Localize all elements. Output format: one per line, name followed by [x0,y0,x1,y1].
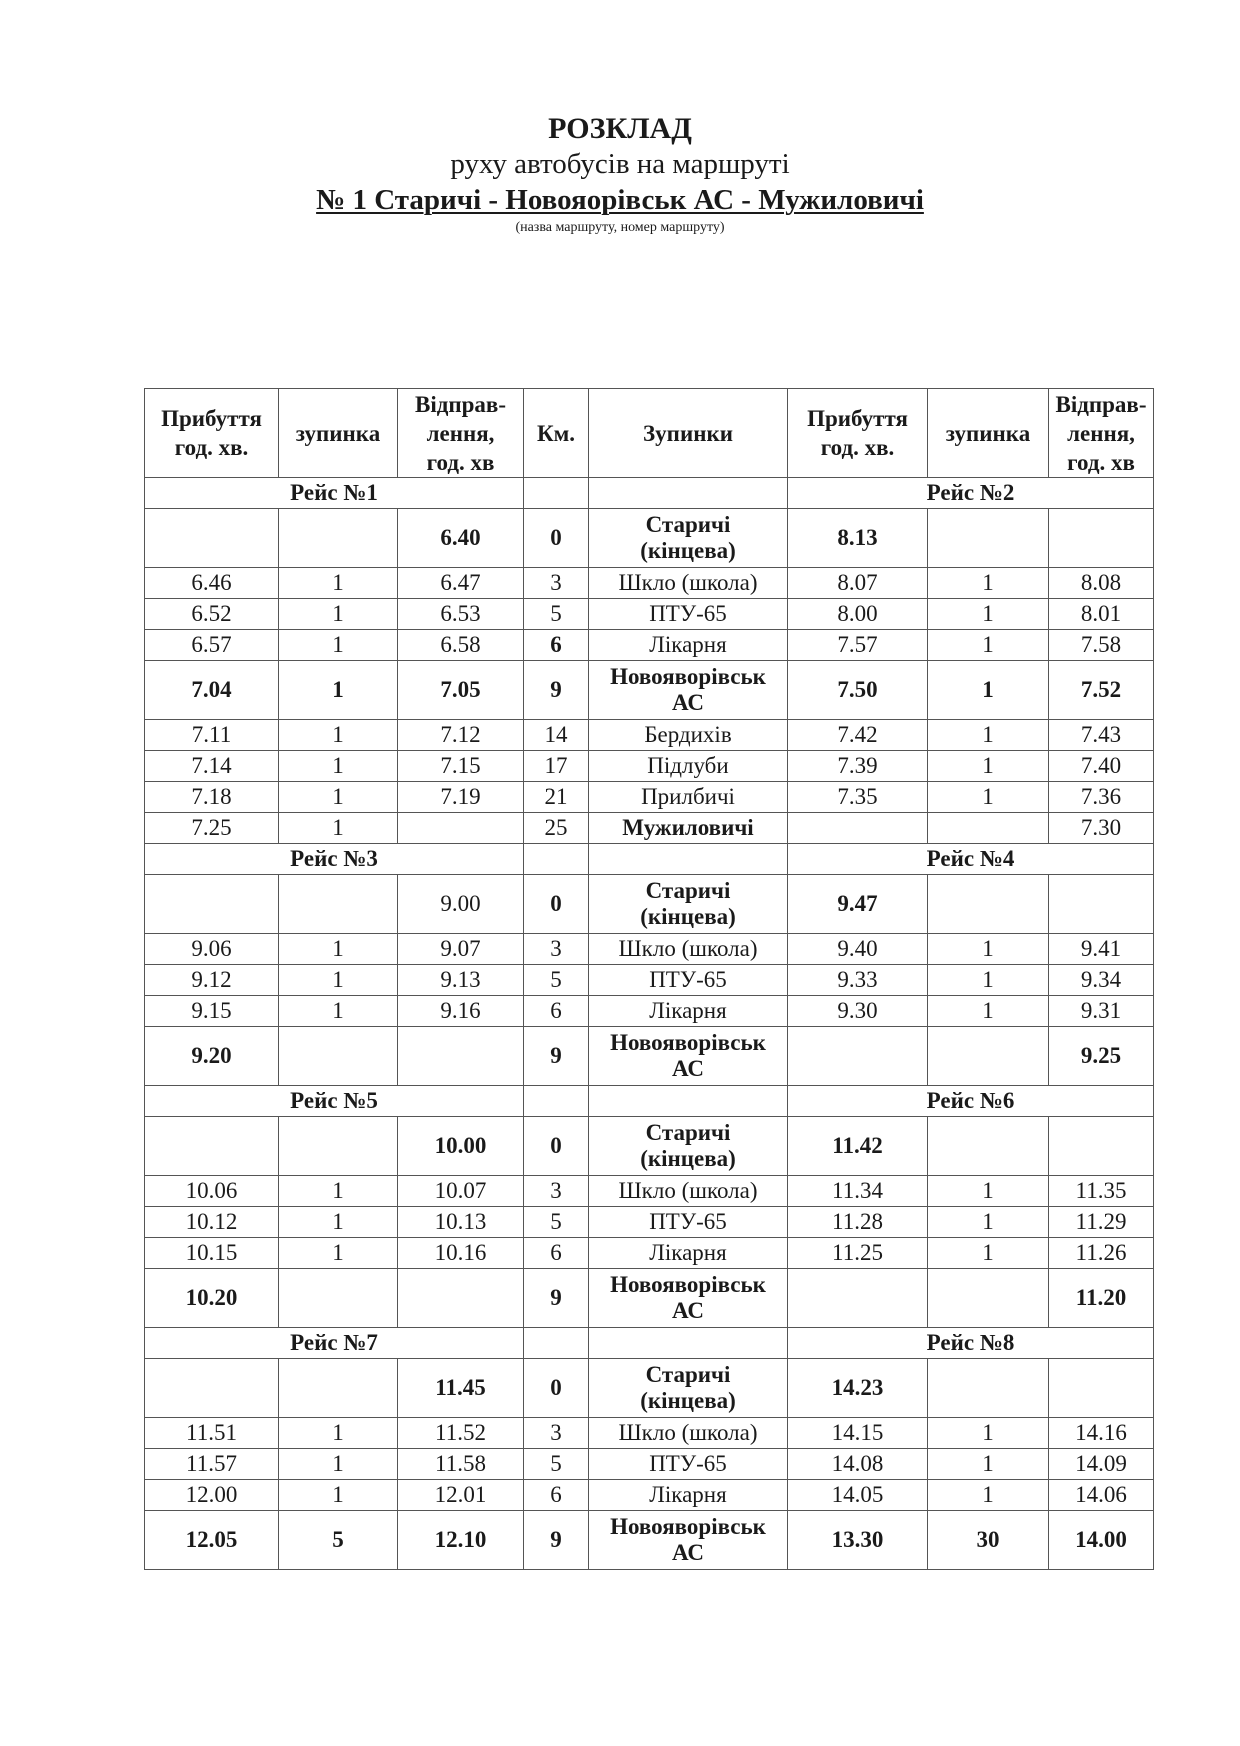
document-subtitle: руху автобусів на маршруті [450,148,790,180]
stop-name-line: Новояворівськ [610,664,766,689]
stop-name-line: Новояворівськ [610,1514,766,1539]
arrival-left-cell: 6.57 [145,630,279,661]
trip-label-left: Рейс №1 [145,478,524,509]
km-cell: 6 [524,630,589,661]
table-row [145,661,1154,720]
arrival-left-cell: 7.14 [145,751,279,782]
stop-name-line: (кінцева) [640,1146,736,1171]
stop-name-line: Шкло (школа) [618,1178,758,1203]
stop-right-cell [928,1269,1049,1328]
arrival-left-cell: 10.06 [145,1176,279,1207]
stop-right-cell [928,1359,1049,1418]
table-row [145,1480,1154,1511]
departure-left-cell: 7.05 [398,661,524,720]
trip-label-right: Рейс №6 [788,1086,1154,1117]
departure-left-cell [398,1269,524,1328]
arrival-right-cell: 11.28 [788,1207,928,1238]
stop-left-cell: 1 [279,782,398,813]
stop-name-cell [589,1480,788,1511]
stop-right-cell: 1 [928,568,1049,599]
departure-left-cell: 6.47 [398,568,524,599]
document-title: РОЗКЛАД [548,112,692,145]
stop-name-cell [589,1207,788,1238]
col-header-stop-right: зупинка [928,389,1049,478]
table-row [145,1176,1154,1207]
empty-cell [589,1086,788,1117]
departure-left-cell [398,1027,524,1086]
km-cell: 0 [524,1117,589,1176]
km-cell: 5 [524,1207,589,1238]
arrival-right-cell: 7.42 [788,720,928,751]
trip-label-right: Рейс №4 [788,844,1154,875]
km-cell: 6 [524,1480,589,1511]
departure-left-cell: 10.13 [398,1207,524,1238]
departure-left-cell: 7.15 [398,751,524,782]
km-cell: 0 [524,875,589,934]
arrival-left-cell: 10.20 [145,1269,279,1328]
arrival-right-cell: 14.08 [788,1449,928,1480]
table-row [145,599,1154,630]
empty-cell [589,478,788,509]
departure-right-cell: 9.31 [1049,996,1154,1027]
departure-right-cell: 7.30 [1049,813,1154,844]
empty-cell [589,1328,788,1359]
arrival-left-cell: 11.51 [145,1418,279,1449]
stop-name-cell [589,965,788,996]
stop-right-cell: 1 [928,661,1049,720]
km-cell: 9 [524,661,589,720]
arrival-left-cell [145,1359,279,1418]
stop-right-cell: 1 [928,599,1049,630]
col-header-departure-left: Відправ- лення, год. хв [398,389,524,478]
arrival-left-cell: 12.00 [145,1480,279,1511]
stop-name-cell [589,1238,788,1269]
km-cell: 25 [524,813,589,844]
departure-left-cell: 7.12 [398,720,524,751]
table-row [145,751,1154,782]
stop-name-cell [589,1511,788,1570]
stop-name-cell [589,1176,788,1207]
departure-right-cell: 7.52 [1049,661,1154,720]
stop-left-cell: 1 [279,1176,398,1207]
col-header-departure-right: Відправ- лення, год. хв [1049,389,1154,478]
stop-left-cell [279,509,398,568]
arrival-left-cell: 10.15 [145,1238,279,1269]
header-row [145,389,1154,478]
departure-right-cell: 9.41 [1049,934,1154,965]
stop-name-cell [589,1418,788,1449]
col-header-stops: Зупинки [589,389,788,478]
departure-left-cell: 10.00 [398,1117,524,1176]
stop-name-cell [589,568,788,599]
trip-header-row [145,1086,1154,1117]
km-cell: 9 [524,1027,589,1086]
arrival-right-cell: 11.25 [788,1238,928,1269]
stop-name-line: ПТУ-65 [649,1209,727,1234]
trip-header-row [145,1328,1154,1359]
arrival-right-cell: 7.39 [788,751,928,782]
stop-name-line: Лікарня [649,998,727,1023]
arrival-right-cell [788,1027,928,1086]
arrival-left-cell: 7.11 [145,720,279,751]
departure-left-cell: 10.16 [398,1238,524,1269]
stop-left-cell: 1 [279,630,398,661]
arrival-right-cell: 9.30 [788,996,928,1027]
stop-name-cell [589,720,788,751]
stop-name-line: Лікарня [649,1240,727,1265]
stop-name-cell [589,934,788,965]
trip-label-left: Рейс №5 [145,1086,524,1117]
departure-right-cell: 7.40 [1049,751,1154,782]
departure-right-cell: 9.25 [1049,1027,1154,1086]
departure-left-cell: 7.19 [398,782,524,813]
stop-name-line: (кінцева) [640,538,736,563]
stop-name-line: (кінцева) [640,904,736,929]
stop-left-cell [279,1269,398,1328]
departure-right-cell: 14.09 [1049,1449,1154,1480]
stop-name-cell [589,1117,788,1176]
table-row [145,720,1154,751]
stop-right-cell: 1 [928,1207,1049,1238]
stop-name-line: Старичі [645,878,731,903]
km-cell: 5 [524,1449,589,1480]
table-row [145,1238,1154,1269]
table-row [145,1207,1154,1238]
stop-right-cell: 1 [928,996,1049,1027]
departure-left-cell: 9.16 [398,996,524,1027]
stop-left-cell: 1 [279,1207,398,1238]
arrival-right-cell: 9.40 [788,934,928,965]
stop-right-cell: 1 [928,965,1049,996]
arrival-left-cell: 9.15 [145,996,279,1027]
stop-name-cell [589,1269,788,1328]
col-header-km: Км. [524,389,589,478]
arrival-right-cell: 8.13 [788,509,928,568]
departure-right-cell: 14.06 [1049,1480,1154,1511]
departure-right-cell [1049,1117,1154,1176]
departure-left-cell: 11.45 [398,1359,524,1418]
stop-left-cell [279,1027,398,1086]
departure-left-cell: 11.58 [398,1449,524,1480]
km-cell: 0 [524,509,589,568]
stop-right-cell: 1 [928,1480,1049,1511]
stop-name-cell [589,599,788,630]
stop-right-cell: 1 [928,1238,1049,1269]
stop-name-line: Лікарня [649,632,727,657]
stop-right-cell [928,813,1049,844]
departure-right-cell: 14.16 [1049,1418,1154,1449]
arrival-left-cell: 9.06 [145,934,279,965]
stop-right-cell: 1 [928,1449,1049,1480]
col-header-arrival-right: Прибуття год. хв. [788,389,928,478]
arrival-right-cell: 7.50 [788,661,928,720]
departure-left-cell: 6.58 [398,630,524,661]
departure-right-cell: 8.08 [1049,568,1154,599]
stop-name-line: ПТУ-65 [649,601,727,626]
arrival-right-cell [788,1269,928,1328]
departure-right-cell: 7.43 [1049,720,1154,751]
departure-left-cell: 12.10 [398,1511,524,1570]
table-row [145,934,1154,965]
col-header-arrival-left: Прибуття год. хв. [145,389,279,478]
departure-left-cell: 6.53 [398,599,524,630]
stop-name-cell [589,509,788,568]
departure-left-cell [398,813,524,844]
table-row [145,568,1154,599]
arrival-left-cell: 6.46 [145,568,279,599]
stop-left-cell: 1 [279,965,398,996]
stop-left-cell [279,1117,398,1176]
empty-cell [524,1328,589,1359]
stop-name-line: Бердихів [644,722,732,747]
departure-right-cell [1049,509,1154,568]
arrival-left-cell: 12.05 [145,1511,279,1570]
empty-cell [524,1086,589,1117]
departure-right-cell: 11.29 [1049,1207,1154,1238]
arrival-left-cell: 7.25 [145,813,279,844]
stop-left-cell: 1 [279,568,398,599]
stop-left-cell: 1 [279,599,398,630]
departure-right-cell: 11.35 [1049,1176,1154,1207]
table-row [145,1511,1154,1570]
stop-name-line: Шкло (школа) [618,1420,758,1445]
stop-name-line: Підлуби [647,753,729,778]
km-cell: 9 [524,1269,589,1328]
stop-name-line: АС [671,1298,705,1323]
km-cell: 14 [524,720,589,751]
stop-name-line: Старичі [645,1120,731,1145]
departure-right-cell [1049,875,1154,934]
arrival-left-cell: 9.20 [145,1027,279,1086]
arrival-right-cell: 13.30 [788,1511,928,1570]
departure-left-cell: 10.07 [398,1176,524,1207]
arrival-left-cell: 7.04 [145,661,279,720]
arrival-right-cell: 8.00 [788,599,928,630]
stop-name-line: ПТУ-65 [649,1451,727,1476]
stop-left-cell [279,1359,398,1418]
arrival-left-cell: 11.57 [145,1449,279,1480]
stop-right-cell: 1 [928,1418,1049,1449]
route-name: № 1 Старичі - Новояорівськ АС - Мужиловичі [316,184,924,216]
km-cell: 17 [524,751,589,782]
table-row [145,1269,1154,1328]
table-row [145,813,1154,844]
table-row [145,630,1154,661]
stop-name-line: Мужиловичі [622,815,754,840]
arrival-right-cell [788,813,928,844]
arrival-right-cell: 9.47 [788,875,928,934]
arrival-right-cell: 14.05 [788,1480,928,1511]
table-row [145,509,1154,568]
stop-left-cell: 5 [279,1511,398,1570]
stop-name-line: Новояворівськ [610,1272,766,1297]
stop-left-cell: 1 [279,1449,398,1480]
stop-name-cell [589,813,788,844]
stop-left-cell: 1 [279,720,398,751]
stop-name-line: Старичі [645,512,731,537]
arrival-right-cell: 7.57 [788,630,928,661]
departure-right-cell [1049,1359,1154,1418]
arrival-right-cell: 9.33 [788,965,928,996]
km-cell: 3 [524,934,589,965]
arrival-left-cell [145,1117,279,1176]
departure-right-cell: 8.01 [1049,599,1154,630]
empty-cell [524,844,589,875]
arrival-left-cell: 9.12 [145,965,279,996]
stop-name-line: ПТУ-65 [649,967,727,992]
departure-left-cell: 11.52 [398,1418,524,1449]
table-row [145,996,1154,1027]
stop-name-cell [589,630,788,661]
stop-left-cell: 1 [279,1480,398,1511]
stop-right-cell [928,1117,1049,1176]
stop-name-line: Старичі [645,1362,731,1387]
schedule-table [144,388,1154,1570]
empty-cell [524,478,589,509]
stop-name-line: АС [671,690,705,715]
stop-name-line: Шкло (школа) [618,570,758,595]
arrival-right-cell: 14.23 [788,1359,928,1418]
departure-left-cell: 9.13 [398,965,524,996]
trip-label-right: Рейс №2 [788,478,1154,509]
stop-name-cell [589,661,788,720]
table-row [145,1117,1154,1176]
departure-left-cell: 9.07 [398,934,524,965]
table-row [145,1449,1154,1480]
arrival-right-cell: 14.15 [788,1418,928,1449]
km-cell: 6 [524,996,589,1027]
km-cell: 6 [524,1238,589,1269]
route-caption: (назва маршруту, номер маршруту) [515,220,725,235]
stop-left-cell: 1 [279,1238,398,1269]
stop-name-cell [589,1359,788,1418]
stop-name-cell [589,782,788,813]
arrival-right-cell: 7.35 [788,782,928,813]
stop-name-cell [589,996,788,1027]
arrival-right-cell: 8.07 [788,568,928,599]
arrival-left-cell: 6.52 [145,599,279,630]
stop-right-cell [928,509,1049,568]
departure-left-cell: 12.01 [398,1480,524,1511]
arrival-left-cell: 10.12 [145,1207,279,1238]
trip-label-left: Рейс №7 [145,1328,524,1359]
stop-name-cell [589,1027,788,1086]
stop-name-line: АС [671,1056,705,1081]
km-cell: 3 [524,568,589,599]
trip-header-row [145,478,1154,509]
table-row [145,965,1154,996]
schedule-body [145,478,1154,1570]
departure-right-cell: 11.20 [1049,1269,1154,1328]
trip-label-left: Рейс №3 [145,844,524,875]
departure-right-cell: 9.34 [1049,965,1154,996]
table-row [145,1027,1154,1086]
departure-right-cell: 7.58 [1049,630,1154,661]
table-row [145,1359,1154,1418]
departure-left-cell: 6.40 [398,509,524,568]
stop-name-cell [589,1449,788,1480]
stop-right-cell: 1 [928,782,1049,813]
stop-left-cell [279,875,398,934]
km-cell: 3 [524,1176,589,1207]
trip-label-right: Рейс №8 [788,1328,1154,1359]
stop-left-cell: 1 [279,996,398,1027]
table-row [145,782,1154,813]
stop-right-cell [928,1027,1049,1086]
stop-left-cell: 1 [279,813,398,844]
stop-name-cell [589,875,788,934]
departure-left-cell: 9.00 [398,875,524,934]
table-row [145,875,1154,934]
stop-name-line: Лікарня [649,1482,727,1507]
stop-right-cell: 1 [928,720,1049,751]
arrival-left-cell [145,875,279,934]
trip-header-row [145,844,1154,875]
departure-right-cell: 7.36 [1049,782,1154,813]
km-cell: 5 [524,599,589,630]
stop-left-cell: 1 [279,661,398,720]
empty-cell [589,844,788,875]
stop-left-cell: 1 [279,751,398,782]
stop-right-cell: 1 [928,934,1049,965]
stop-name-line: АС [671,1540,705,1565]
stop-name-cell [589,751,788,782]
table-row [145,1418,1154,1449]
col-header-stop-left: зупинка [279,389,398,478]
stop-left-cell: 1 [279,1418,398,1449]
departure-right-cell: 11.26 [1049,1238,1154,1269]
stop-right-cell [928,875,1049,934]
km-cell: 21 [524,782,589,813]
stop-name-line: Шкло (школа) [618,936,758,961]
km-cell: 5 [524,965,589,996]
stop-name-line: (кінцева) [640,1388,736,1413]
arrival-right-cell: 11.42 [788,1117,928,1176]
stop-name-line: Новояворівськ [610,1030,766,1055]
arrival-left-cell [145,509,279,568]
stop-right-cell: 1 [928,751,1049,782]
arrival-left-cell: 7.18 [145,782,279,813]
stop-right-cell: 1 [928,630,1049,661]
stop-name-line: Прилбичі [641,784,735,809]
km-cell: 3 [524,1418,589,1449]
km-cell: 9 [524,1511,589,1570]
departure-right-cell: 14.00 [1049,1511,1154,1570]
stop-left-cell: 1 [279,934,398,965]
stop-right-cell: 30 [928,1511,1049,1570]
arrival-right-cell: 11.34 [788,1176,928,1207]
stop-right-cell: 1 [928,1176,1049,1207]
km-cell: 0 [524,1359,589,1418]
